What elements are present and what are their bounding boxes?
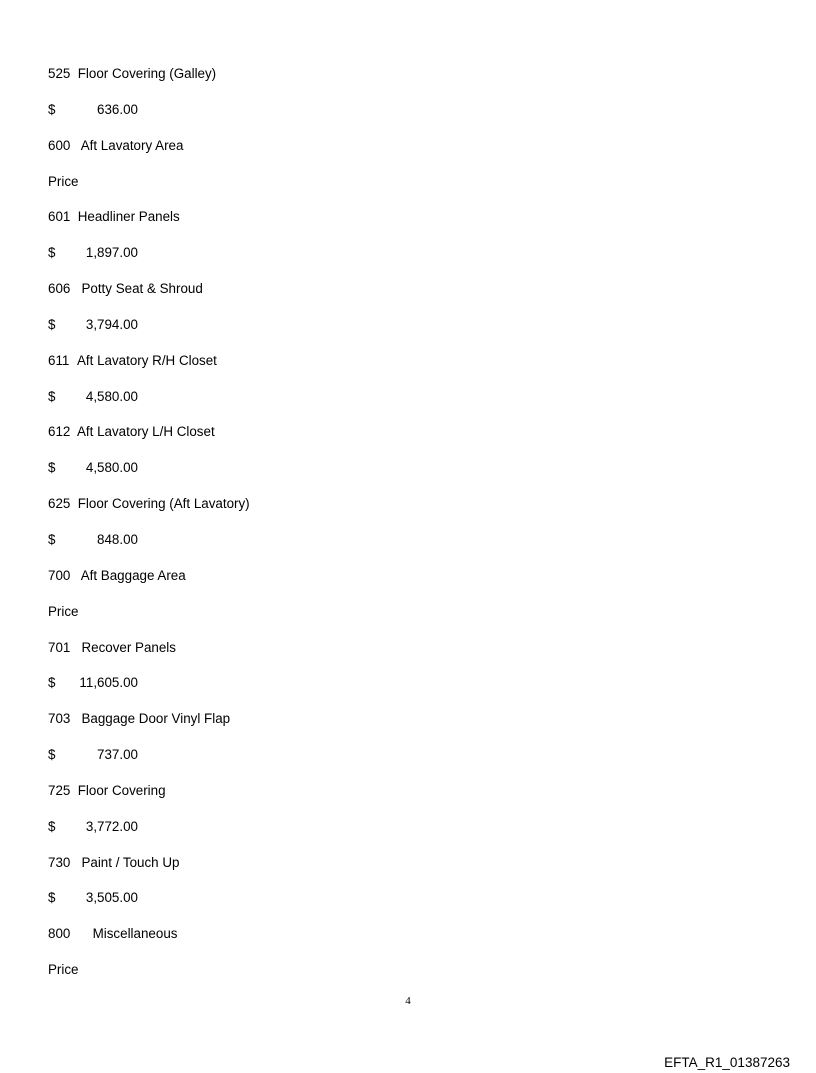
item-description: Aft Lavatory R/H Closet bbox=[76, 352, 217, 368]
currency-symbol: $ bbox=[48, 818, 56, 834]
price-amount: 3,794.00 bbox=[85, 316, 138, 332]
item-description: Potty Seat & Shroud bbox=[81, 281, 203, 297]
price-amount: 636.00 bbox=[97, 101, 138, 117]
price-line bbox=[48, 245, 748, 281]
price-line bbox=[48, 675, 748, 711]
item-gap bbox=[74, 568, 81, 583]
currency-symbol: $ bbox=[48, 245, 56, 261]
item-code: 611 bbox=[48, 352, 70, 368]
item-code: 730 bbox=[48, 854, 71, 870]
price-line bbox=[48, 102, 748, 138]
item-description: Floor Covering (Aft Lavatory) bbox=[77, 496, 250, 512]
item-description: Recover Panels bbox=[81, 639, 176, 655]
price-label: Price bbox=[48, 173, 79, 189]
price-amount: 1,897.00 bbox=[85, 245, 138, 261]
item-description: Aft Lavatory Area bbox=[80, 137, 184, 153]
price-amount: 11,605.00 bbox=[79, 675, 138, 691]
price-line bbox=[48, 819, 748, 855]
item-code: 701 bbox=[48, 639, 71, 655]
currency-symbol: $ bbox=[48, 890, 56, 906]
currency-symbol: $ bbox=[48, 675, 56, 691]
price-line bbox=[48, 317, 748, 353]
item-line bbox=[48, 424, 748, 460]
item-code: 612 bbox=[48, 424, 71, 440]
item-description: Aft Lavatory L/H Closet bbox=[76, 424, 215, 440]
item-line bbox=[48, 783, 748, 819]
item-description: Paint / Touch Up bbox=[81, 854, 180, 870]
item-line bbox=[48, 926, 748, 962]
item-code: 625 bbox=[48, 496, 71, 512]
item-code: 606 bbox=[48, 281, 71, 297]
currency-symbol: $ bbox=[48, 101, 56, 117]
item-line bbox=[48, 353, 748, 389]
item-description: Headliner Panels bbox=[77, 209, 180, 225]
item-line bbox=[48, 568, 748, 604]
item-code: 725 bbox=[48, 782, 71, 798]
item-description: Aft Baggage Area bbox=[80, 567, 186, 583]
item-code: 525 bbox=[48, 66, 71, 81]
currency-symbol: $ bbox=[48, 388, 56, 404]
item-line bbox=[48, 496, 748, 532]
price-line bbox=[48, 747, 748, 783]
currency-symbol: $ bbox=[48, 460, 56, 476]
price-line bbox=[48, 890, 748, 926]
item-code: 601 bbox=[48, 209, 71, 225]
item-code: 703 bbox=[48, 711, 71, 727]
item-gap bbox=[74, 926, 93, 941]
currency-symbol: $ bbox=[48, 316, 56, 332]
item-description: Miscellaneous bbox=[92, 926, 178, 942]
item-line bbox=[48, 209, 748, 245]
price-amount: 3,505.00 bbox=[85, 890, 138, 906]
document-id: EFTA_R1_01387263 bbox=[664, 1055, 790, 1070]
item-line bbox=[48, 138, 748, 174]
item-description: Floor Covering (Galley) bbox=[77, 66, 217, 81]
item-line bbox=[48, 711, 748, 747]
currency-symbol: $ bbox=[48, 531, 56, 547]
price-label: Price bbox=[48, 603, 79, 619]
item-line bbox=[48, 855, 748, 891]
item-code: 700 bbox=[48, 567, 71, 583]
price-list bbox=[48, 66, 748, 998]
item-code: 800 bbox=[48, 926, 71, 942]
price-line bbox=[48, 460, 748, 496]
item-line bbox=[48, 640, 748, 676]
item-gap bbox=[74, 138, 81, 153]
price-line bbox=[48, 532, 748, 568]
price-amount: 848.00 bbox=[97, 531, 138, 547]
price-label: Price bbox=[48, 962, 79, 978]
item-code: 600 bbox=[48, 137, 71, 153]
price-amount: 737.00 bbox=[97, 747, 138, 763]
page-number: 4 bbox=[405, 995, 411, 1007]
item-line bbox=[48, 66, 748, 102]
price-amount: 4,580.00 bbox=[85, 388, 138, 404]
price-amount: 4,580.00 bbox=[85, 460, 138, 476]
price-line bbox=[48, 389, 748, 425]
currency-symbol: $ bbox=[48, 747, 56, 763]
item-description: Floor Covering bbox=[77, 782, 166, 798]
item-description: Baggage Door Vinyl Flap bbox=[81, 711, 231, 727]
item-line bbox=[48, 281, 748, 317]
price-amount: 3,772.00 bbox=[85, 818, 138, 834]
